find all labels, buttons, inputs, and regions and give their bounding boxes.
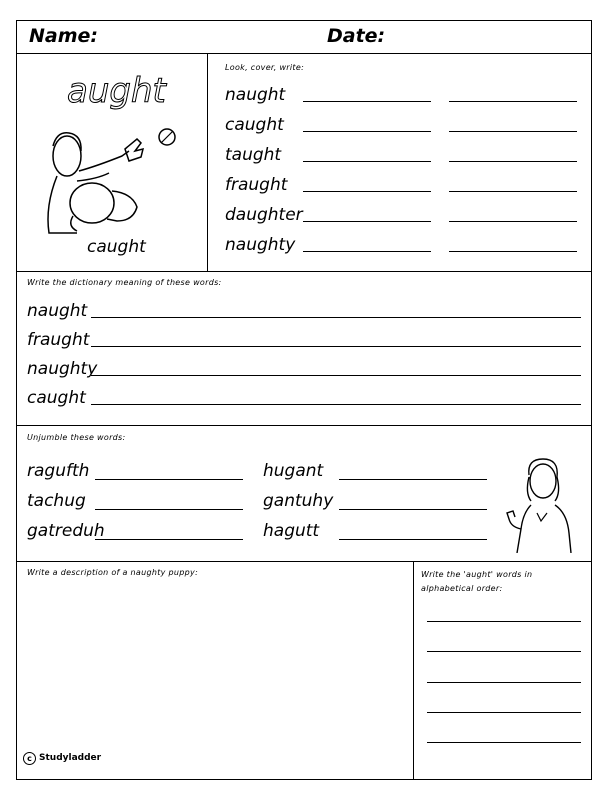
writing-line[interactable] [91, 317, 581, 318]
look-cover-write-instruction: Look, cover, write: [225, 63, 305, 72]
writing-line[interactable] [339, 479, 487, 480]
spelling-word: fraught [225, 175, 288, 195]
writing-line[interactable] [91, 346, 581, 347]
date-label: Date: [327, 25, 386, 47]
writing-line[interactable] [449, 161, 577, 162]
divider [17, 425, 591, 426]
spelling-word: caught [225, 115, 284, 135]
jumbled-word: tachug [27, 491, 86, 511]
writing-line[interactable] [427, 621, 581, 622]
jumbled-word: ragufth [27, 461, 90, 481]
writing-line[interactable] [303, 191, 431, 192]
writing-line[interactable] [303, 251, 431, 252]
writing-line[interactable] [339, 539, 487, 540]
dictionary-word: fraught [27, 330, 90, 350]
writing-line[interactable] [427, 742, 581, 743]
writing-line[interactable] [449, 251, 577, 252]
writing-line[interactable] [95, 479, 243, 480]
writing-line[interactable] [95, 539, 243, 540]
dictionary-word: naughty [27, 359, 98, 379]
divider [413, 561, 414, 779]
picture-caption: caught [87, 237, 146, 257]
writing-line[interactable] [303, 221, 431, 222]
brand-logo: Studyladder [39, 753, 102, 763]
writing-line[interactable] [91, 375, 581, 376]
writing-line[interactable] [449, 221, 577, 222]
writing-line[interactable] [427, 651, 581, 652]
description-writing-area[interactable] [27, 581, 403, 751]
name-label: Name: [29, 25, 99, 47]
writing-line[interactable] [449, 131, 577, 132]
divider [17, 271, 591, 272]
writing-line[interactable] [449, 191, 577, 192]
writing-line[interactable] [303, 101, 431, 102]
spelling-word: taught [225, 145, 282, 165]
spelling-word: daughter [225, 205, 303, 225]
jumbled-word: hagutt [263, 521, 320, 541]
divider [207, 53, 208, 271]
writing-line[interactable] [339, 509, 487, 510]
writing-line[interactable] [427, 712, 581, 713]
writing-line[interactable] [303, 131, 431, 132]
thumbs-up-girl-illustration [501, 453, 581, 553]
writing-line[interactable] [91, 404, 581, 405]
divider [17, 561, 591, 562]
writing-line[interactable] [449, 101, 577, 102]
dictionary-word: naught [27, 301, 88, 321]
dictionary-word: caught [27, 388, 86, 408]
divider [17, 53, 591, 54]
unjumble-instruction: Unjumble these words: [27, 433, 126, 442]
spelling-word: naughty [225, 235, 296, 255]
title-word: aught [67, 71, 166, 111]
alphabetical-instruction: Write the 'aught' words in alphabetical order: [421, 570, 533, 593]
catching-boy-illustration [37, 121, 187, 241]
writing-line[interactable] [95, 509, 243, 510]
writing-line[interactable] [427, 682, 581, 683]
worksheet [16, 20, 592, 780]
copyright-icon: c [23, 752, 36, 765]
jumbled-word: gantuhy [263, 491, 334, 511]
jumbled-word: gatreduh [27, 521, 105, 541]
dictionary-instruction: Write the dictionary meaning of these words: [27, 278, 222, 287]
writing-line[interactable] [303, 161, 431, 162]
description-instruction: Write a description of a naughty puppy: [27, 568, 199, 577]
jumbled-word: hugant [263, 461, 324, 481]
spelling-word: naught [225, 85, 286, 105]
